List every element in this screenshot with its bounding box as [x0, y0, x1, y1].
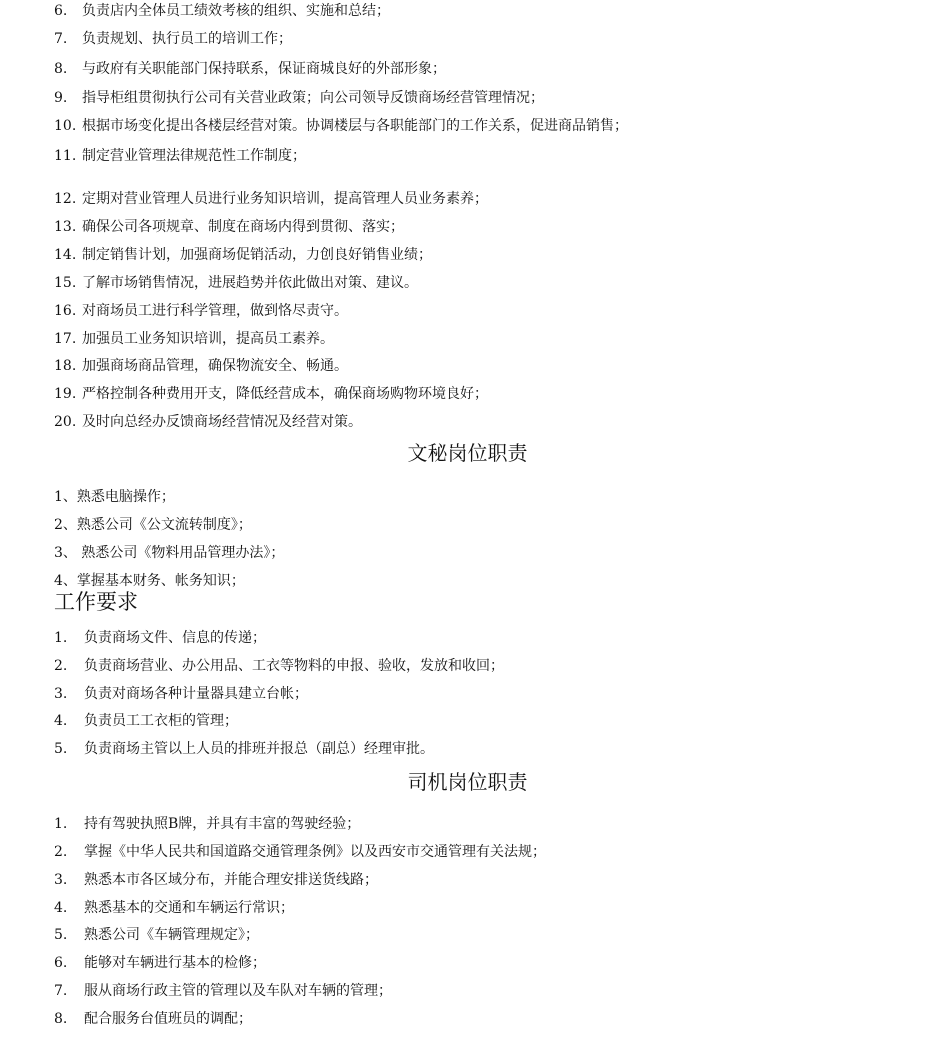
list-item-text: 服从商场行政主管的管理以及车队对车辆的管理； [84, 983, 392, 999]
list-item-text: 持有驾驶执照B牌，并具有丰富的驾驶经验； [84, 816, 361, 832]
list-item-text: 严格控制各种费用开支，降低经营成本，确保商场购物环境良好； [82, 386, 488, 402]
list-item [54, 330, 334, 348]
list-item [54, 413, 362, 431]
list-item-number: 7. [54, 983, 68, 999]
list-item-text: 对商场员工进行科学管理，做到恪尽责守。 [82, 303, 348, 319]
list-item-number: 9. [54, 90, 68, 106]
list-item [54, 1010, 252, 1028]
list-item-text: 负责商场营业、办公用品、工衣等物料的申报、验收，发放和收回； [84, 658, 504, 674]
list-item [54, 218, 404, 236]
list-item-number: 15. [54, 275, 77, 291]
list-item [54, 246, 432, 264]
list-item-number: 3. [54, 686, 68, 702]
list-item-text: 加强商场商品管理，确保物流安全、畅通。 [82, 358, 348, 374]
list-item-text: 负责规划、执行员工的培训工作； [82, 31, 292, 47]
list-item [54, 982, 392, 1000]
list-item-text: 掌握《中华人民共和国道路交通管理条例》以及西安市交通管理有关法规； [84, 844, 546, 860]
list-item-number: 8. [54, 1011, 68, 1027]
list-item [54, 740, 434, 758]
list-item-text: 负责对商场各种计量器具建立台帐； [84, 686, 308, 702]
list-item: 3、 熟悉公司《物料用品管理办法》； [54, 545, 285, 561]
list-item-text: 与政府有关职能部门保持联系，保证商城良好的外部形象； [82, 61, 446, 77]
work-requirements-title: 工作要求 [54, 590, 138, 614]
list-item-number: 17. [54, 331, 77, 347]
list-item [54, 190, 488, 208]
list-item-number: 5. [54, 927, 68, 943]
list-item-number: 10. [54, 118, 77, 134]
list-item-number: 11. [54, 148, 77, 164]
list-item [54, 117, 628, 135]
list-item: 4、掌握基本财务、帐务知识； [54, 573, 245, 589]
list-item [54, 147, 306, 165]
list-item [54, 302, 348, 320]
list-item [54, 89, 544, 107]
list-item-text: 确保公司各项规章、制度在商场内得到贯彻、落实； [82, 219, 404, 235]
list-item-text: 配合服务台值班员的调配； [84, 1011, 252, 1027]
list-item-number: 16. [54, 303, 77, 319]
list-item [54, 657, 504, 675]
list-item-number: 5. [54, 741, 68, 757]
list-item-text: 负责商场文件、信息的传递； [84, 630, 266, 646]
list-item-number: 3. [54, 872, 68, 888]
list-item-text: 负责员工工衣柜的管理； [84, 713, 238, 729]
list-item [54, 712, 238, 730]
list-item-number: 2. [54, 844, 68, 860]
section-title-secretary: 文秘岗位职责 [407, 441, 528, 465]
list-item-number: 14. [54, 247, 77, 263]
list-item-text: 制定营业管理法律规范性工作制度； [82, 148, 306, 164]
list-item-number: 13. [54, 219, 77, 235]
list-item [54, 843, 546, 861]
list-item-number: 18. [54, 358, 77, 374]
list-item [54, 274, 418, 292]
list-item [54, 899, 294, 917]
list-item-text: 加强员工业务知识培训，提高员工素养。 [82, 331, 334, 347]
list-item-text: 熟悉本市各区域分布，并能合理安排送货线路； [84, 872, 378, 888]
list-item-number: 4. [54, 713, 68, 729]
list-item-number: 19. [54, 386, 77, 402]
list-item [54, 357, 348, 375]
list-item [54, 954, 266, 972]
list-item [54, 815, 360, 833]
list-item-number: 1. [54, 630, 68, 646]
list-item-number: 7. [54, 31, 68, 47]
list-item-text: 了解市场销售情况，进展趋势并依此做出对策、建议。 [82, 275, 418, 291]
list-item-number: 6. [54, 3, 68, 19]
list-item-number: 12. [54, 191, 77, 207]
list-item-text: 定期对营业管理人员进行业务知识培训，提高管理人员业务素养； [82, 191, 488, 207]
list-item-number: 8. [54, 61, 68, 77]
list-item-text: 负责店内全体员工绩效考核的组织、实施和总结； [82, 3, 390, 19]
list-item [54, 30, 292, 48]
section-title-driver: 司机岗位职责 [407, 770, 528, 794]
list-item-number: 6. [54, 955, 68, 971]
list-item-number: 2. [54, 658, 68, 674]
list-item [54, 926, 259, 944]
list-item: 2、熟悉公司《公文流转制度》； [54, 517, 252, 533]
list-item-text: 负责商场主管以上人员的排班并报总（副总）经理审批。 [84, 741, 434, 757]
list-item-text: 及时向总经办反馈商场经营情况及经营对策。 [82, 414, 362, 430]
list-item-text: 指导柜组贯彻执行公司有关营业政策；向公司领导反馈商场经营管理情况； [82, 90, 544, 106]
list-item: 1、熟悉电脑操作； [54, 489, 175, 505]
list-item-number: 4. [54, 900, 68, 916]
list-item [54, 2, 390, 20]
list-item [54, 629, 266, 647]
list-item [54, 60, 446, 78]
list-item-number: 20. [54, 414, 77, 430]
list-item [54, 385, 488, 403]
list-item-number: 1. [54, 816, 68, 832]
list-item [54, 685, 308, 703]
list-item-text: 能够对车辆进行基本的检修； [84, 955, 266, 971]
list-item-text: 熟悉公司《车辆管理规定》； [84, 927, 259, 943]
list-item-text: 制定销售计划，加强商场促销活动，力创良好销售业绩； [82, 247, 432, 263]
list-item-text: 熟悉基本的交通和车辆运行常识； [84, 900, 294, 916]
list-item [54, 871, 378, 889]
list-item-text: 根据市场变化提出各楼层经营对策。协调楼层与各职能部门的工作关系，促进商品销售； [82, 118, 628, 134]
